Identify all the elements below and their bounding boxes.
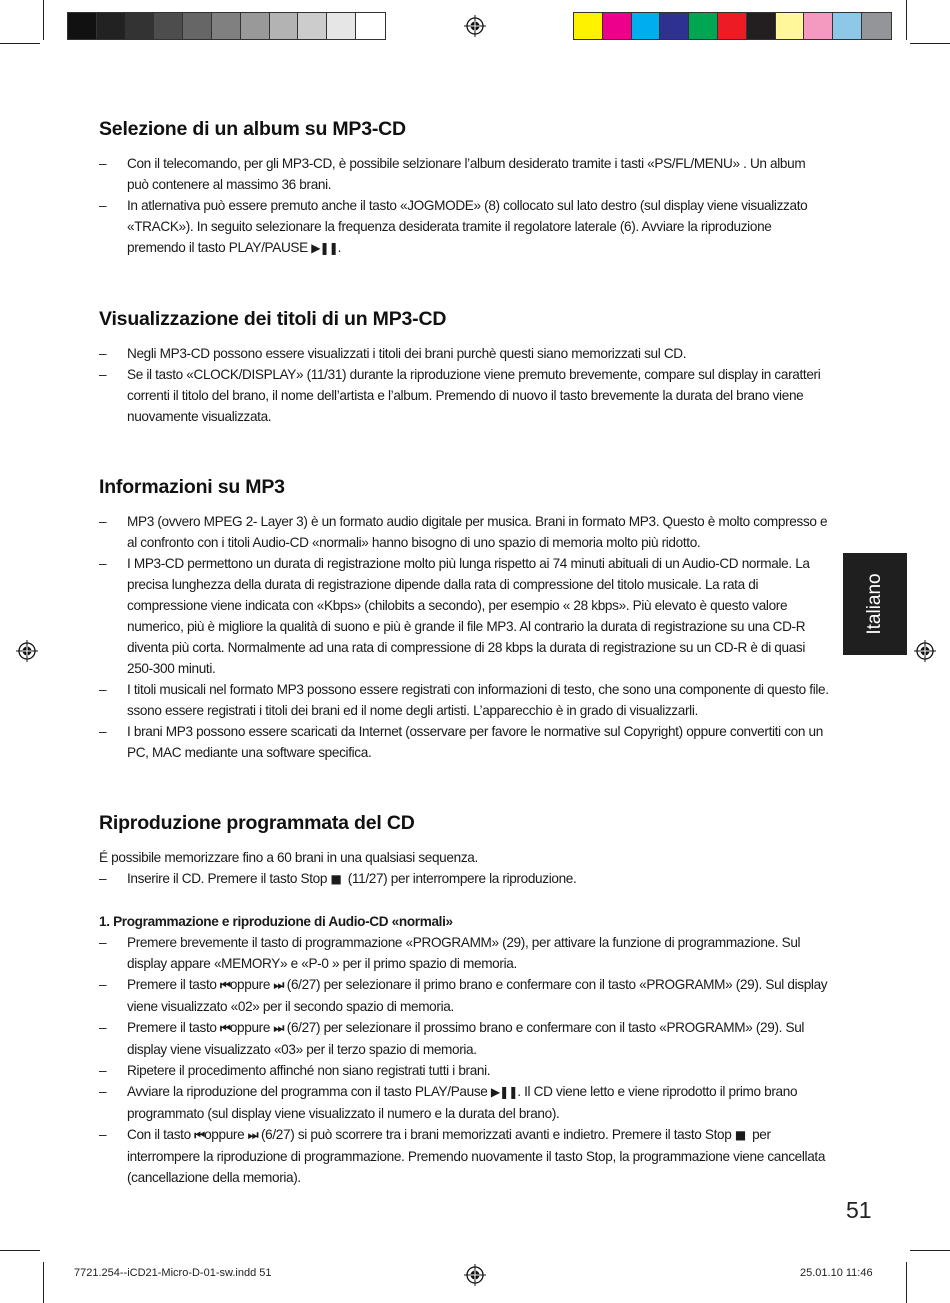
list-item (99, 1081, 829, 1124)
crop-mark (910, 43, 950, 44)
color-swatch (212, 13, 241, 39)
list-item-text: Premere il tasto (127, 977, 217, 992)
page-number: 51 (846, 1197, 872, 1223)
crop-mark (43, 1262, 44, 1303)
intro-text: É possibile memorizzare fino a 60 brani in una qualsiasi sequenza. (99, 850, 478, 865)
color-swatch (718, 13, 747, 39)
list-item: – Se il tasto «CLOCK/DISPLAY» (11/31) durante la riproduzione viene premuto brevemente, compare sul display in caratteri correnti il titolo del brano, il nome dell’artista e l’album. Premendo di nuovo il tasto brevemente la durata del brano viene nuovamente visualizzata. (99, 364, 829, 427)
bullet-list (99, 868, 829, 890)
section-title: Riproduzione programmata del CD (99, 812, 415, 834)
list-item: – In atlernativa può essere premuto anche il tasto «JOGMODE» (8) collocato sul lato destro (sul display viene visualizzato «TRACK»). In seguito selezionare la frequenza desiderata tramite il regolatore laterale (6). Avviare la riproduzione premendo il tasto PLAY/PAUSE ▶❚❚. (99, 195, 829, 259)
registration-mark-icon (464, 1264, 486, 1286)
previous-track-icon: ⏮ (220, 978, 230, 992)
section-title: Informazioni su MP3 (99, 476, 285, 498)
list-item: – Premere brevemente il tasto di programmazione «PROGRAMM» (29), per attivare la funzione di programmazione. Sul display appare «MEMORY» e «P-0 » per il primo spazio di memoria. (99, 932, 829, 974)
play-pause-icon: ▶❚❚ (490, 1085, 518, 1099)
color-swatch (632, 13, 661, 39)
list-item (99, 868, 829, 890)
color-swatch (183, 13, 212, 39)
registration-mark-icon (914, 640, 936, 662)
section-mp3-info (99, 476, 829, 763)
next-track-icon: ⏭ (273, 978, 284, 992)
gray-color-bar (67, 12, 386, 40)
stop-icon: ■ (734, 1128, 746, 1142)
subheading: 1. Programmazione e riproduzione di Audio-CD «normali» (99, 914, 453, 929)
color-swatch (862, 13, 891, 39)
list-item: – I MP3-CD permettono un durata di registrazione molto più lunga rispetto ai 74 minuti abituali di un Audio-CD normale. La precisa lunghezza della durata di registrazione dipende dalla rata di compressione del titolo musicale. La rata di compressione viene indicata con «Kbps» (chilobits a secondo), per esempio « 28 kbps». Più elevato è questo valore numerico, più è migliore la qualità di suono e più è grande il file MP3. Al contrario la durata di registrazione su una CD-R diventa più corta. Normalmente ad una rata di compressione di 28 kbps la durata di registrazione su un CD-R è di quasi 250-300 minuti. (99, 553, 829, 679)
footer-filename: 7721.254--iCD21-Micro-D-01-sw.indd 51 (74, 1267, 272, 1279)
page-content (99, 118, 829, 1188)
list-item: – Negli MP3-CD possono essere visualizzati i titoli dei brani purchè questi siano memorizzati sul CD. (99, 343, 829, 364)
registration-mark-icon (16, 640, 38, 662)
list-item: – Ripetere il procedimento affinché non siano registrati tutti i brani. (99, 1060, 829, 1081)
color-swatch (68, 13, 97, 39)
process-color-bar (573, 12, 892, 40)
color-swatch (298, 13, 327, 39)
color-swatch (804, 13, 833, 39)
registration-mark-icon (464, 15, 486, 37)
language-tab-label: Italiano (864, 573, 885, 635)
list-item: – MP3 (ovvero MPEG 2- Layer 3) è un formato audio digitale per musica. Brani in formato MP3. Questo è molto compresso e al confronto con i titoli Audio-CD «normali» hanno bisogno di uno spazio di memoria molto più ridotto. (99, 511, 829, 553)
list-item-text: oppure (204, 1127, 245, 1142)
color-swatch (356, 13, 385, 39)
color-swatch (574, 13, 603, 39)
list-item (99, 1017, 829, 1060)
list-item (99, 1124, 829, 1188)
list-item-text: . Il CD viene letto e viene riprodotto il primo brano programmato (sul display viene visualizzato il numero e la durata del brano). (127, 1084, 798, 1121)
color-swatch (126, 13, 155, 39)
crop-mark (0, 1250, 40, 1251)
previous-track-icon: ⏮ (194, 1128, 205, 1142)
list-item: – Con il telecomando, per gli MP3-CD, è possibile selzionare l’album desiderato tramite i tasti «PS/FL/MENU» . Un album può contenere al massimo 36 brani. (99, 153, 829, 195)
color-swatch (270, 13, 299, 39)
crop-mark (43, 0, 44, 40)
list-item-text: oppure (229, 977, 271, 992)
play-pause-icon: ▶❚❚ (311, 241, 338, 255)
section-title: Selezione di un album su MP3-CD (99, 118, 406, 140)
list-item: – I titoli musicali nel formato MP3 possono essere registrati con informazioni di testo, che sono una componente di questo file. ssono essere registrati i titoli dei brani ed il nome degli artisti. L’apparecchio è in grado di visualizzarli. (99, 679, 829, 721)
section-mp3-titles (99, 308, 829, 427)
footer-timestamp: 25.01.10 11:46 (800, 1267, 873, 1279)
bullet-list (99, 153, 829, 259)
steps-list (99, 932, 829, 1188)
stop-icon: ■ (330, 872, 341, 886)
color-swatch (327, 13, 356, 39)
next-track-icon: ⏭ (273, 1021, 284, 1035)
color-swatch (154, 13, 183, 39)
color-swatch (747, 13, 776, 39)
next-track-icon: ⏭ (247, 1128, 258, 1142)
list-item-text: Avviare la riproduzione del programma con il tasto PLAY/Pause (127, 1084, 488, 1099)
bullet-list (99, 343, 829, 427)
list-item: – I brani MP3 possono essere scaricati da Internet (osservare per favore le normative sul Copyright) oppure convertiti con un PC, MAC mediante una software specifica. (99, 721, 829, 763)
section-title: Visualizzazione dei titoli di un MP3-CD (99, 308, 447, 330)
bullet-list (99, 511, 829, 763)
crop-mark (906, 0, 907, 40)
list-item-text: Con il tasto (127, 1127, 191, 1142)
list-item-text: Inserire il CD. Premere il tasto Stop (127, 871, 328, 886)
language-tab (843, 553, 907, 655)
previous-track-icon: ⏮ (220, 1021, 230, 1035)
section-album-selection (99, 118, 829, 259)
list-item-text: (6/27) per selezionare il prossimo brano e confermare con il tasto «PROGRAMM» (29). Sul display viene visualizzato «03» per il terzo spazio di memoria. (127, 1020, 805, 1057)
list-item-text: (11/27) per interrompere la riproduzione. (347, 871, 577, 886)
color-swatch (689, 13, 718, 39)
crop-mark (0, 43, 40, 44)
color-swatch (776, 13, 805, 39)
list-item (99, 974, 829, 1017)
crop-mark (906, 1262, 907, 1303)
section-programmed-playback (99, 812, 829, 1188)
list-item-text: (6/27) per selezionare il primo brano e confermare con il tasto «PROGRAMM» (29). Sul display viene visualizzato «02» per il secondo spazio di memoria. (127, 977, 828, 1014)
list-item-text: (6/27) si può scorrere tra i brani memorizzati avanti e indietro. Premere il tasto Stop (260, 1127, 732, 1142)
crop-mark (910, 1250, 950, 1251)
list-item-text: oppure (229, 1020, 271, 1035)
list-item-text: In atlernativa può essere premuto anche il tasto «JOGMODE» (8) collocato sul lato destro (sul display viene visualizzato «TRACK»). In seguito selezionare la frequenza desiderata tramite il regolatore laterale (6). Avviare la riproduzione premendo il tasto PLAY/PAUSE (127, 198, 808, 255)
color-swatch (603, 13, 632, 39)
list-item-text: Premere il tasto (127, 1020, 217, 1035)
list-item-text: per interrompere la riproduzione di programmazione. Premendo nuovamente il tasto Stop, la programmazione viene cancellata (cancellazione della memoria). (127, 1127, 826, 1185)
color-swatch (97, 13, 126, 39)
color-swatch (241, 13, 270, 39)
color-swatch (660, 13, 689, 39)
color-swatch (833, 13, 862, 39)
